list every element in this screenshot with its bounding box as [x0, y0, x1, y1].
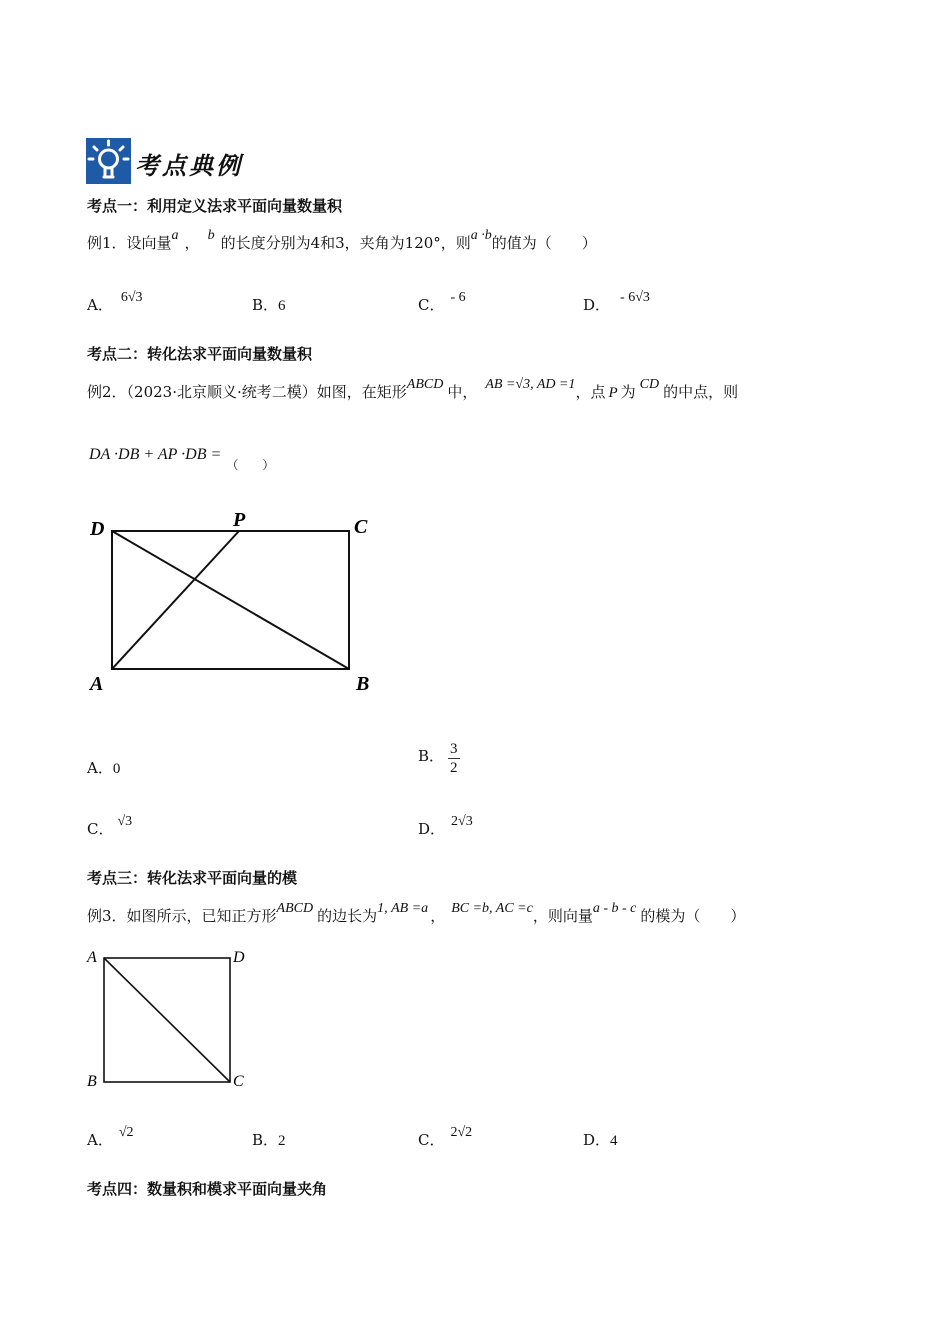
s1-option-b — [252, 294, 286, 315]
option-label: B． — [252, 1131, 279, 1149]
expression: DA ·DB + AP ·DB = — [89, 446, 222, 463]
example1-mid: 的长度分别为4和3，夹角为120°，则 — [220, 234, 471, 252]
option-value: - 6 — [450, 290, 466, 305]
example2-expression — [89, 444, 275, 472]
option-value: 2√2 — [450, 1125, 473, 1140]
label-a: A — [87, 949, 97, 966]
vector-b: b — [207, 228, 215, 243]
option-label: C． — [418, 296, 445, 314]
section4-heading: 考点四：数量积和模求平面向量夹角 — [87, 1180, 328, 1198]
label-b: B — [356, 673, 370, 695]
option-value: √3 — [117, 814, 133, 829]
label-d: D — [233, 949, 245, 966]
label-c: C — [233, 1073, 244, 1090]
s3-option-c — [418, 1125, 473, 1150]
s2-option-d — [418, 814, 473, 839]
segment-cd: CD — [639, 377, 660, 392]
example1-suffix: 的值为（ ） — [491, 234, 597, 252]
option-label: B． — [418, 746, 445, 765]
example3-suffix: 的模为（ ） — [640, 907, 746, 925]
label-p: P — [233, 509, 246, 531]
s2-option-a — [87, 757, 120, 778]
s1-option-d — [583, 290, 650, 315]
label-b: B — [87, 1073, 97, 1090]
fraction-numerator: 3 — [450, 741, 458, 757]
lightbulb-icon — [86, 138, 131, 184]
point-p: P — [608, 385, 618, 401]
example2-mid3: 为 — [620, 383, 636, 401]
option-value: 4 — [610, 1133, 618, 1149]
example2-condition: AB =√3, AD =1 — [485, 377, 576, 392]
diagonal-ac — [104, 958, 230, 1082]
option-label: C． — [418, 1131, 445, 1149]
example1-dot: a ·b — [470, 228, 492, 243]
header-title: 考点典例 — [135, 151, 243, 180]
example2-mid1: 中， — [447, 383, 478, 401]
s2-option-c — [87, 814, 133, 839]
option-value: 2√3 — [451, 814, 473, 829]
s3-option-d — [583, 1129, 618, 1150]
square-figure — [80, 945, 270, 1095]
answer-blank: （ ） — [226, 458, 275, 472]
option-label: D． — [418, 820, 446, 838]
example3-condition1: 1, AB =a — [377, 901, 429, 916]
example1-line — [87, 228, 597, 253]
label-a: A — [90, 673, 104, 695]
option-label: A． — [87, 759, 113, 777]
header-badge — [86, 138, 131, 184]
example1-comma: ， — [184, 234, 200, 252]
example3-expression: a - b - c — [592, 901, 637, 916]
option-value: 0 — [112, 761, 121, 777]
example3-mid1: 的边长为 — [317, 907, 378, 925]
option-label: B． — [252, 296, 279, 314]
fraction-denominator: 2 — [450, 760, 458, 776]
s2-option-b — [418, 740, 460, 777]
option-value: 2 — [278, 1133, 286, 1149]
example2-suffix: 的中点，则 — [663, 383, 739, 401]
option-value: 6 — [278, 298, 286, 314]
section2-heading: 考点二：转化法求平面向量数量积 — [87, 345, 313, 363]
rect-name: ABCD — [406, 377, 444, 392]
example1-prefix: 例1．设向量 — [87, 234, 172, 252]
diagonal-db — [112, 531, 349, 669]
option-label: C． — [87, 820, 114, 838]
option-value: - 6√3 — [620, 290, 650, 305]
s3-option-a — [87, 1125, 134, 1150]
option-value: 6√3 — [120, 290, 143, 305]
s1-option-c — [418, 290, 466, 315]
example3-line — [87, 901, 746, 926]
option-label: D． — [583, 1131, 611, 1149]
example3-comma: ， — [430, 907, 446, 925]
rectangle-figure — [80, 505, 390, 705]
option-label: A． — [87, 296, 113, 314]
label-c: C — [354, 516, 368, 538]
example3-mid2: ，则向量 — [532, 907, 593, 925]
example3-condition2: BC =b, AC =c — [451, 901, 533, 916]
vector-a: a — [171, 228, 179, 243]
fraction — [448, 740, 460, 777]
option-value: √2 — [118, 1125, 134, 1140]
example2-mid2: ，点 — [575, 383, 606, 401]
option-label: D． — [583, 296, 611, 314]
s3-option-b — [252, 1129, 286, 1150]
example2-prefix: 例2．（2023·北京顺义·统考二模）如图，在矩形 — [87, 383, 407, 401]
option-label: A． — [87, 1131, 113, 1149]
example3-prefix: 例3．如图所示，已知正方形 — [87, 907, 277, 925]
square-name: ABCD — [276, 901, 314, 916]
s1-option-a — [87, 290, 143, 315]
example2-line — [87, 377, 739, 402]
section1-heading: 考点一：利用定义法求平面向量数量积 — [87, 197, 343, 215]
section3-heading: 考点三：转化法求平面向量的模 — [87, 869, 298, 887]
segment-ap — [112, 531, 239, 669]
label-d: D — [90, 518, 105, 540]
